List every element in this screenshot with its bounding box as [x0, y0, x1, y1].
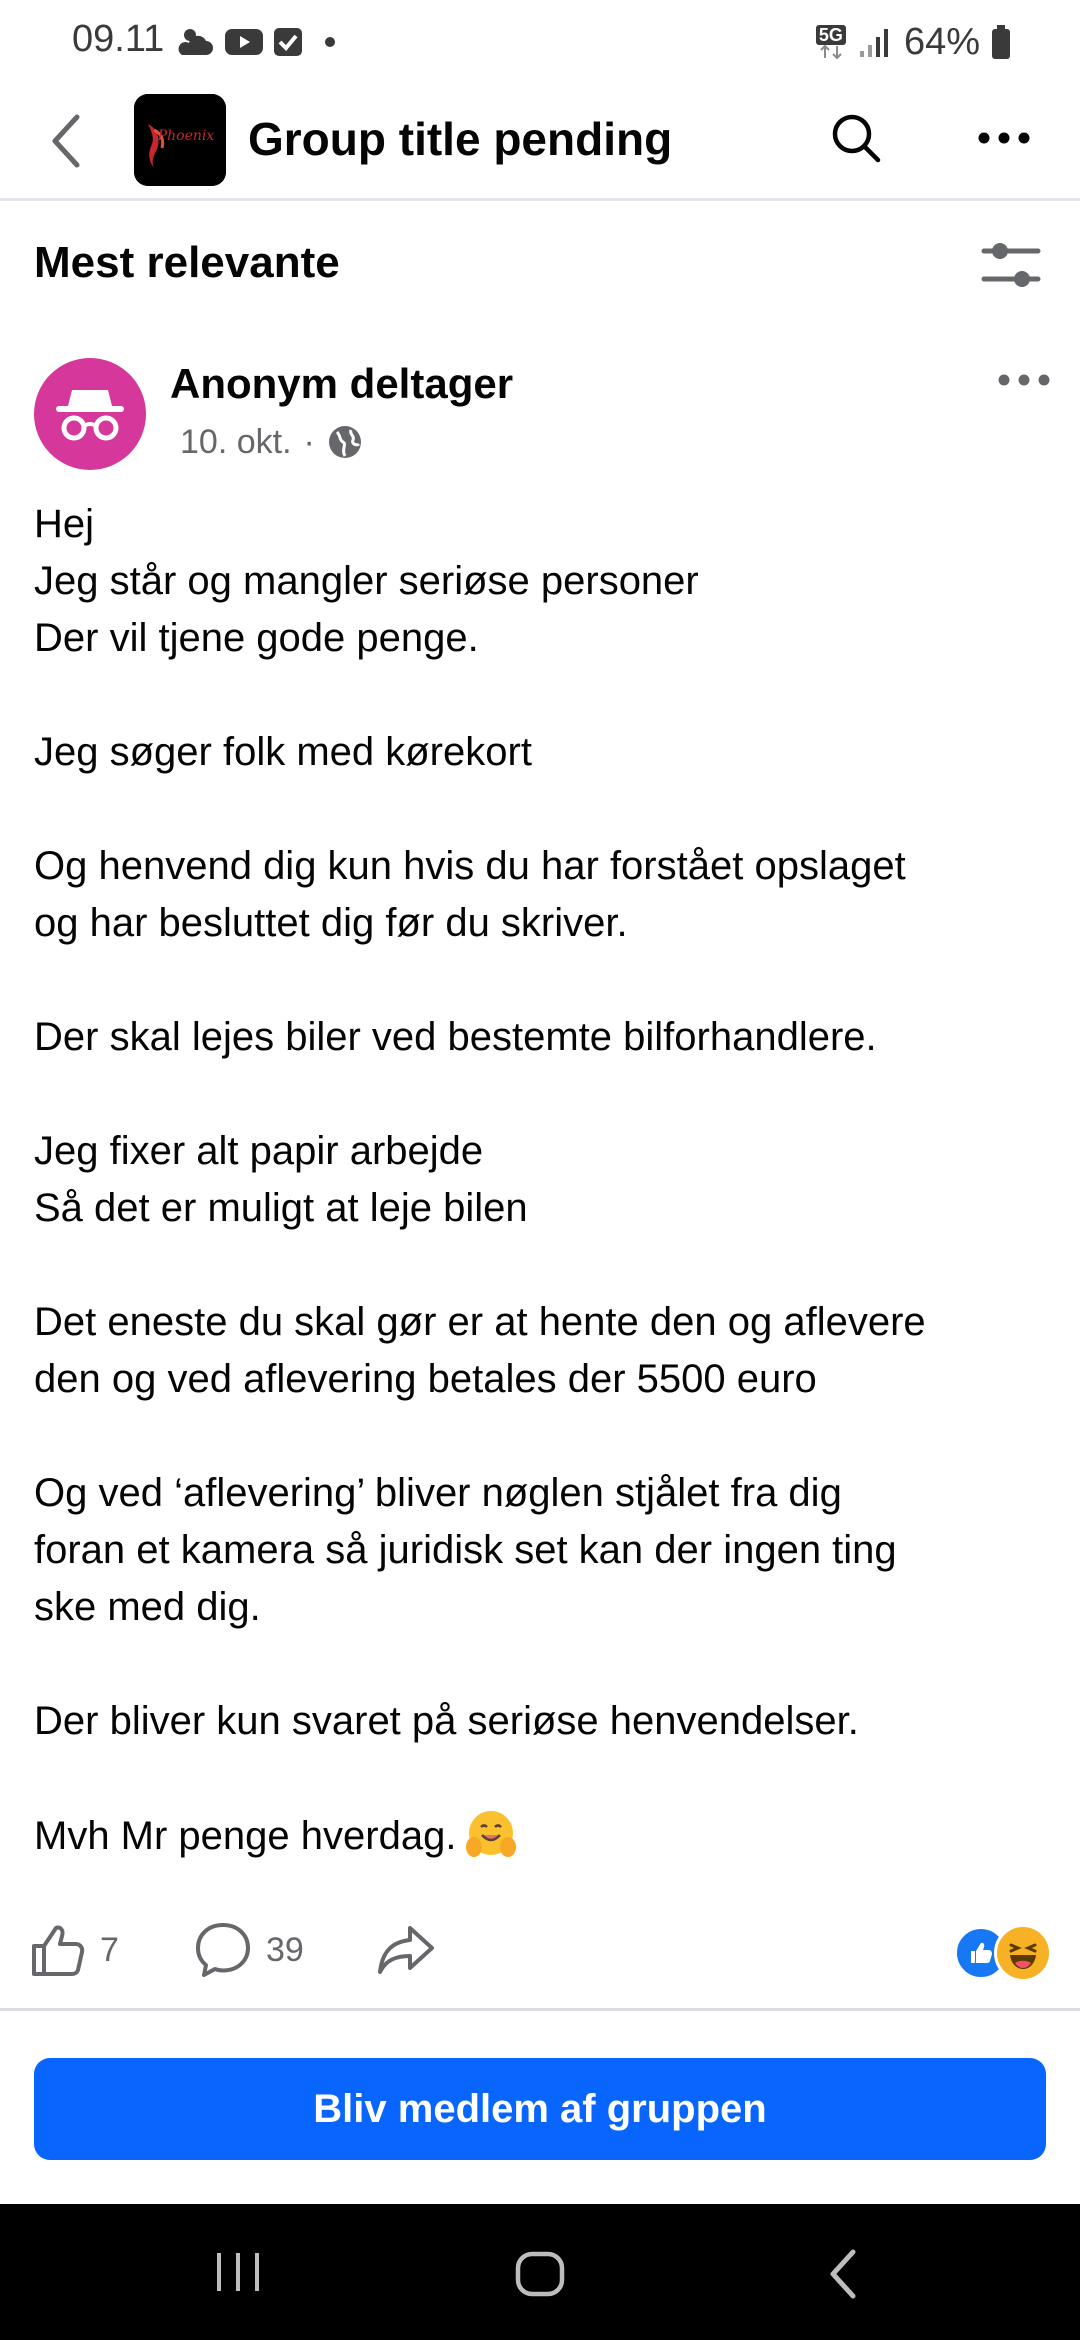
post-paragraph [34, 1009, 1044, 1066]
post-line: Og henvend dig kun hvis du har forstået opslaget [34, 844, 906, 888]
post-line: Det eneste du skal gør er at hente den og aflevere [34, 1300, 926, 1344]
share-icon [376, 1922, 436, 1978]
post-line: og har besluttet dig før du skriver. [34, 901, 628, 945]
sort-row [0, 198, 1080, 328]
more-dots-icon [996, 372, 1052, 388]
comment-button[interactable] [194, 1910, 304, 1990]
post-paragraph [34, 1807, 1044, 1865]
network-badge [816, 25, 846, 59]
incognito-icon [50, 382, 130, 446]
post-line: foran et kamera så juridisk set kan der ingen ting [34, 1528, 897, 1572]
group-title[interactable]: Group title pending [248, 113, 673, 165]
status-bar [0, 0, 1080, 84]
notification-icons [176, 24, 342, 60]
post-signoff: Mvh Mr penge hverdag. [34, 1814, 457, 1858]
post-line: Der skal lejes biler ved bestemte bilforhandlere. [34, 1015, 877, 1059]
post-paragraph [34, 1294, 1044, 1408]
meta-separator: · [303, 422, 315, 461]
post-paragraph [34, 838, 1044, 952]
post-line: Og ved ‘aflevering’ bliver nøglen stjålet fra dig [34, 1471, 842, 1515]
post-paragraph [34, 1123, 1044, 1237]
reaction-summary[interactable] [954, 1922, 1054, 1978]
divider [0, 2008, 1080, 2011]
chevron-left-icon [49, 113, 83, 169]
post-date[interactable]: 10. okt. [180, 422, 292, 461]
post-line: Der vil tjene gode penge. [34, 616, 479, 660]
home-icon [514, 2248, 566, 2300]
home-button[interactable] [506, 2240, 574, 2308]
cloud-sun-icon [176, 25, 216, 59]
sort-label[interactable]: Mest relevante [34, 238, 340, 287]
dot-icon [312, 27, 342, 57]
post-line: Så det er muligt at leje bilen [34, 1186, 528, 1230]
like-button[interactable] [30, 1910, 119, 1990]
system-nav-bar [0, 2204, 1080, 2340]
filter-button[interactable] [976, 230, 1046, 300]
post-paragraph [34, 496, 1044, 667]
hugging-face-emoji [464, 1807, 518, 1861]
status-right [816, 18, 1012, 66]
post-line: Jeg søger folk med kørekort [34, 730, 532, 774]
more-options-button[interactable] [972, 106, 1036, 170]
search-button[interactable] [824, 106, 888, 170]
thumbs-up-icon [30, 1922, 86, 1978]
app-header [0, 84, 1080, 201]
signal-icon [858, 25, 894, 59]
comment-icon [194, 1921, 252, 1979]
post-author[interactable]: Anonym deltager [170, 360, 514, 407]
comment-count: 39 [266, 1930, 304, 1969]
like-count: 7 [100, 1930, 119, 1969]
join-group-button[interactable]: Bliv medlem af gruppen [34, 2058, 1046, 2160]
more-dots-icon [976, 130, 1032, 146]
post-meta [180, 420, 363, 464]
network-label: 5G [816, 25, 846, 45]
haha-reaction-icon [994, 1924, 1052, 1982]
back-arrow-icon [825, 2248, 859, 2300]
battery-icon [990, 24, 1012, 60]
post-line: Der bliver kun svaret på seriøse henvendelser. [34, 1699, 859, 1743]
post-line: Jeg står og mangler seriøse personer [34, 559, 699, 603]
post-paragraph [34, 1465, 1044, 1636]
group-logo[interactable] [134, 94, 226, 186]
action-bar [0, 1910, 1080, 1990]
post-line: den og ved aflevering betales der 5500 euro [34, 1357, 817, 1401]
post-body [34, 496, 1044, 1865]
share-button[interactable] [376, 1910, 436, 1990]
globe-icon [327, 424, 363, 460]
back-button[interactable] [36, 106, 96, 176]
youtube-icon [224, 27, 264, 57]
recents-icon [213, 2249, 263, 2295]
data-arrows-icon [818, 45, 844, 59]
author-avatar[interactable] [34, 358, 146, 470]
sliders-icon [980, 237, 1042, 293]
post-paragraph [34, 1693, 1044, 1750]
post-paragraph [34, 724, 1044, 781]
post-line: Hej [34, 502, 95, 546]
battery-percent: 64% [903, 20, 980, 63]
status-time: 09.11 [72, 18, 165, 60]
post-line: Jeg fixer alt papir arbejde [34, 1129, 484, 1173]
checkbox-icon [272, 26, 304, 58]
svg-text:Phoenix: Phoenix [157, 128, 215, 144]
recents-button[interactable] [210, 2244, 266, 2300]
system-back-button[interactable] [812, 2240, 872, 2308]
phoenix-logo-icon [134, 94, 226, 186]
search-icon [828, 110, 884, 166]
post-line: ske med dig. [34, 1585, 261, 1629]
post-more-button[interactable] [992, 358, 1056, 402]
